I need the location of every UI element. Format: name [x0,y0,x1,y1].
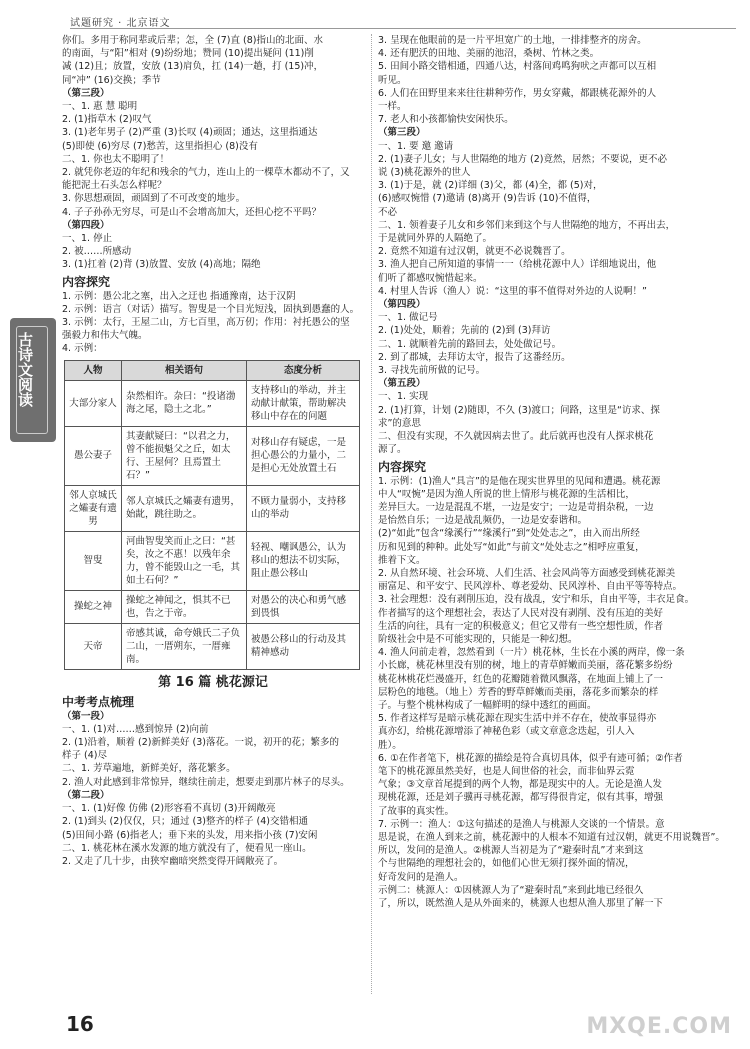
text-line: 2. 到了郡城，去拜访太守，报告了这番经历。 [378,351,571,363]
text-line: 历和见到的种种。此处写“如此”与前文“处处志之”相呼应重复， [378,541,645,553]
paragraph-2-title: （第二段） [62,789,110,801]
r-section-5-block [378,390,738,456]
text-line: 源了。 [378,444,407,456]
r-section-5-title: （第五段） [378,378,426,390]
site-watermark: MXQE.COM [586,1014,732,1039]
text-line: 2. (1)指草木 (2)叹气 [62,114,152,126]
text-line: 差异巨大。一边是混乱不堪，一边是安宁；一边是苛捐杂税，一边 [378,501,654,513]
chapter-title: 第 16 篇 桃花源记 [158,674,268,690]
text-line: 了，所以，既然渔人是从外面来的，桃源人也想从渔人那里了解一下 [378,898,664,909]
text-line: 一、1. (1)好像 仿佛 (2)形容看不真切 (3)开阔敞亮 [62,803,276,815]
table-cell-person: 大部分家人 [65,380,122,426]
text-line: 推着下文。 [378,554,426,566]
table-header-attitude: 态度分析 [247,360,360,380]
text-line: 是怡然自乐；一边是战乱频仍，一边是安泰谐和。 [378,515,588,527]
table-cell-quote: 河曲智叟笑而止之曰：“甚矣，汝之不惠！以残年余力，曾不能毁山之一毛，其如土石何？” [122,531,247,590]
r-content-explore-heading: 内容探究 [378,459,427,474]
right-column [378,34,738,910]
text-line: 二、1. 就顺着先前的路回去，处处做记号。 [378,338,562,350]
text-line: 2. (1)处处，顺着；先前的 (2)到 (3)拜访 [378,325,551,337]
text-line: (5)即使 (6)穷尽 (7)愁苦，这里指担心 (8)没有 [62,140,258,152]
text-line: 二、1. 你也太不聪明了！ [62,153,170,165]
table-cell-quote: 操蛇之神闻之，惧其不已也，告之于帝。 [122,590,247,623]
side-section-tab [10,318,56,442]
text-line: 3. (1)老年男子 (2)严重 (3)长叹 (4)顽固；通达，这里指通达 [62,127,318,139]
text-line: 生活的向往，具有一定的积极意义；但它又带有一些空想性质，作者 [378,620,664,632]
table-cell-attitude: 被愚公移山的行动及其精神感动 [247,623,360,669]
text-line: 你们。多用于称同辈或后辈；怎，全 (7)直 (8)指山的北面、水 [62,35,323,46]
text-line: 于是就同外界的人隔绝了。 [378,233,493,245]
text-line: 现桃花源，还是刘子骥再寻桃花源，都写得很肯定，似有其事，增强 [378,792,664,804]
text-line: 7. 老人和小孩都愉快安闲快乐。 [378,114,514,126]
right-top-block [378,34,738,126]
text-line: 3. 你思想顽固，顽固到了不可改变的地步。 [62,193,246,205]
text-line: 个与世隔绝的理想社会的，如他们心世无须打探外面的情况， [378,858,635,870]
text-line: 桃花林桃花烂漫盛开，红色的花瓣随着微风飘落，在地面上铺上了一 [378,673,664,685]
text-line: 同“冲” (16)交换；季节 [62,74,161,86]
content-explore-block [62,290,364,356]
text-line: 阶级社会中是不可能实现的，只能是一种幻想。 [378,633,578,645]
table-cell-attitude: 不顾力量弱小，支持移山的举动 [247,485,360,531]
text-line: 2. (1)打算，计划 (2)随即，不久 (3)渡口；问路，这里是“访求、探 [378,404,660,416]
text-line: 一、1. 实现 [378,391,429,403]
text-line: 子。与整个桃林构成了一幅鲜明的绿中透红的画面。 [378,699,597,711]
text-line: 气象；③文章首尾提到的两个人物，都是现实中的人。无论是渔人发 [378,779,663,791]
column-divider [371,34,372,994]
text-line: 1. 示例：愚公北之塞，出入之迂也 指通豫南，达于汉阴 [62,290,296,302]
text-line: 所以，发问的是渔人。②桃源人当初是为了“避秦时乱”才来到这 [378,845,644,857]
text-line: 5. 作者这样写是暗示桃花源在现实生活中并不存在，使故事显得亦 [378,713,657,725]
text-line: 笔下的桃花源虽然美好，也是人间世俗的社会，而非仙界云霓 [378,765,635,777]
text-line: 2. (1)沿着，顺着 (2)新鲜美好 (3)落花。一说，初开的花；繁多的 [62,737,339,749]
text-line: 强毅力和伟大气魄。 [62,330,148,342]
text-line: 4. 示例： [62,343,103,355]
text-line: 2. 渔人对此感到非常惊异，继续往前走，想要走到那片林子的尽头。 [62,776,350,788]
text-line: 4. 还有肥沃的田地、美丽的池沼，桑树、竹林之类。 [378,48,600,60]
text-line: 3. 渔人把自己所知道的事情一一（给桃花源中人）详细地说出，他 [378,259,657,271]
r-section-3-title: （第三段） [378,127,426,139]
text-line: 中人“叹惋”是因为渔人所说的世上情形与桃花源的生活相比， [378,488,635,500]
text-line: 们听了都感叹惋惜起来。 [378,272,483,284]
table-cell-attitude: 对愚公的决心和勇气感到畏惧 [247,590,360,623]
text-line: 4. 渔人问前走着，忽然看到（一片）桃花林，生长在小溪的两岸，像一条 [378,647,685,659]
text-line: 2. 又走了几十步，由狭窄幽暗突然变得开阔敞亮了。 [62,855,284,867]
text-line: 小长廊，桃花林里没有别的树，地上的青草鲜嫩而美丽，落花繁多纷纷 [378,660,673,672]
text-line: 示例二：桃源人：①因桃源人为了“避秦时乱”来到此地已经很久 [378,884,644,896]
text-line: 3. 示例：太行，王屋二山，方七百里，高万仞；作用：衬托愚公的坚 [62,317,350,329]
text-line: 一、1. 做记号 [378,312,438,324]
text-line: 2. 竟然不知道有过汉朝，就更不必说魏晋了。 [378,246,571,258]
text-line: 能把泥土石头怎么样呢？ [62,180,167,192]
text-line: 二、1. 领着妻子儿女和乡邻们来到这个与人世隔绝的地方，不再出去， [378,219,676,231]
table-cell-person: 智叟 [65,531,122,590]
text-line: 减 (12)且；放置，安放 (13)肩负，扛 (14)一趟，打 (15)冲， [62,61,324,73]
text-line: (6)感叹惋惜 (7)邀请 (8)离开 (9)告诉 (10)不值得， [378,193,597,205]
paragraph-1-block [62,723,364,789]
text-line: 3. (1)扛着 (2)背 (3)放置、安放 (4)高地；隔绝 [62,259,261,271]
left-top-block [62,34,364,87]
text-line: 真亦幻，给桃花源增添了神秘色彩（或文章意念迭起，引人入 [378,726,635,738]
r-content-explore-block [378,475,738,911]
text-line: 胜）。 [378,739,402,751]
section-4-title: （第四段） [62,219,110,231]
text-line: 2. 示例：语言（对话）描写。智叟是一个目光短浅，固执到愚蠢的人。 [62,303,360,315]
side-tab-label: 古诗文阅读 [16,332,34,407]
table-cell-person: 操蛇之神 [65,590,122,623]
left-column [62,34,364,868]
text-line: 二、1. 桃花林在溪水发源的地方就没有了，便看见一座山。 [62,842,312,854]
r-section-4-block [378,311,738,377]
text-line: 6. ①在作者笔下，桃花源的描绘是符合真切具体，似乎有迹可循；②作者 [378,752,683,764]
table-cell-attitude: 轻视、嘲讽愚公，认为移山的想法不切实际，阻止愚公移山 [247,531,360,590]
text-line: 3. 社会理想：没有剥削压迫，没有战乱，安宁和乐，自由平等，丰衣足食。 [378,594,695,606]
table-cell-person: 天帝 [65,623,122,669]
r-section-4-title: （第四段） [378,299,426,311]
text-line: 5. 田间小路交错相通，四通八达，村落间鸡鸣狗吠之声都可以互相 [378,61,657,73]
table-cell-quote: 其妻献疑曰：“以君之力，曾不能损魁父之丘，如太行、王屋何？且焉置土石？” [122,426,247,485]
table-body [65,380,360,669]
page-header: 试题研究 · 北京语文 [70,18,171,29]
table-cell-attitude: 对移山存有疑虑，一是担心愚公的力量小，二是担心无处放置土石 [247,426,360,485]
table-row [65,531,360,590]
section-3-block [62,100,364,219]
table-row [65,426,360,485]
text-line: 3. 寻找先前所做的记号。 [378,365,486,377]
r-section-3-block [378,140,738,298]
text-line: 一、1. (1)对……感到惊异 (2)向前 [62,723,209,735]
section-3-title: （第三段） [62,87,110,99]
page-number: 16 [66,1012,94,1036]
text-line: 3. (1)于是，就 (2)详细 (3)父，都 (4)全，都 (5)对， [378,180,603,192]
text-line: 丽富足、和平安宁、民风淳朴、尊老爱幼、民风淳朴、自由平等等特点。 [378,581,683,593]
table-row [65,380,360,426]
text-line: 1. 示例：(1)渔人“具言”的是他在现实世界里的见闻和遭遇。桃花源 [378,475,661,487]
text-line: 2. 被……所感动 [62,246,132,258]
text-line: 4. 子子孙孙无穷尽，可是山不会增高加大，还担心挖不平吗？ [62,206,322,218]
text-line: 二、但没有实现，不久就因病去世了。此后就再也没有人探求桃花 [378,431,654,443]
character-attitude-table [64,360,360,670]
text-line: 样子 (4)尽 [62,750,107,762]
table-cell-attitude: 支持移山的举动，并主动献计献策，帮助解决移山中存在的问题 [247,380,360,426]
text-line: 2. (1)妻子儿女；与人世隔绝的地方 (2)竟然，居然；不要说，更不必 [378,153,668,165]
text-line: 4. 村里人告诉（渔人）说：“这里的事不值得对外边的人说啊！” [378,285,647,297]
text-line: 2. (1)到头 (2)仅仅，只；通过 (3)整齐的样子 (4)交错相通 [62,816,308,828]
text-line: 2. 就凭你老迈的年纪和残余的气力，连山上的一棵草木都动不了，又 [62,167,350,179]
paragraph-2-block [62,802,364,868]
table-row [65,590,360,623]
text-line: 6. 人们在田野里来来往往耕种劳作，男女穿戴，都跟桃花源外的人 [378,87,657,99]
text-line: 作者描写的这个理想社会，表达了人民对没有剥削、没有压迫的美好 [378,607,664,619]
text-line: 思是说，在渔人到来之前，桃花源中的人根本不知道有过汉朝，就更不用说魏晋”。 [378,831,725,843]
text-line: 层粉色的地毯。（地上）芳香的野草鲜嫩而美丽，落花多而繁杂的样 [378,686,659,698]
table-header-person: 人物 [65,360,122,380]
table-cell-person: 愚公妻子 [65,426,122,485]
header-rule [70,28,736,29]
text-line: 二、1. 芳草遍地，新鲜美好，落花繁多。 [62,763,236,775]
text-line: 好奇发问的是渔人。 [378,871,464,883]
text-line: 一样。 [378,101,407,113]
text-line: 7. 示例一：渔人：①这句描述的是渔人与桃源人交谈的一个情景。意 [378,818,665,830]
text-line: 的南面，与“阳”相对 (9)纷纷地；赞同 (10)提出疑问 (11)削 [62,48,314,60]
text-line: 一、1. 停止 [62,233,113,245]
text-line: 说 (3)桃花源外的世人 [378,167,471,179]
section-4-block [62,232,364,272]
table-header-quote: 相关语句 [122,360,247,380]
text-line: 3. 呈现在他眼前的是一片平坦宽广的土地，一排排整齐的房舍。 [378,35,647,46]
table-cell-person: 邻人京城氏之孀妻有遗男 [65,485,122,531]
paragraph-1-title: （第一段） [62,710,110,722]
text-line: 听见。 [378,74,407,86]
exam-points-heading: 中考考点梳理 [62,694,135,709]
text-line: 一、1. 惠 慧 聪明 [62,101,138,113]
content-explore-heading: 内容探究 [62,274,111,289]
table-row [65,485,360,531]
table-cell-quote: 邻人京城氏之孀妻有遗男，始龀，跳往助之。 [122,485,247,531]
text-line: (2)“如此”包含“缘溪行”“缘溪行”到“处处志之”，由入而出所经 [378,528,640,540]
text-line: 了故事的真实性。 [378,805,455,817]
text-line: 求”的意思 [378,417,421,429]
table-cell-quote: 杂然相许。杂曰：“投诸渤海之尾，隐土之北。” [122,380,247,426]
text-line: 不必 [378,206,398,218]
text-line: 一、1. 要 邀 邀请 [378,140,454,152]
text-line: 2. 从自然环境、社会环境、人们生活、社会风尚等方面感受到桃花源美 [378,567,676,579]
table-cell-quote: 帝感其诚，命夸娥氏二子负二山，一厝朔东，一厝雍南。 [122,623,247,669]
table-row [65,623,360,669]
text-line: (5)田间小路 (6)指老人；垂下来的头发，用来指小孩 (7)安闲 [62,829,318,841]
